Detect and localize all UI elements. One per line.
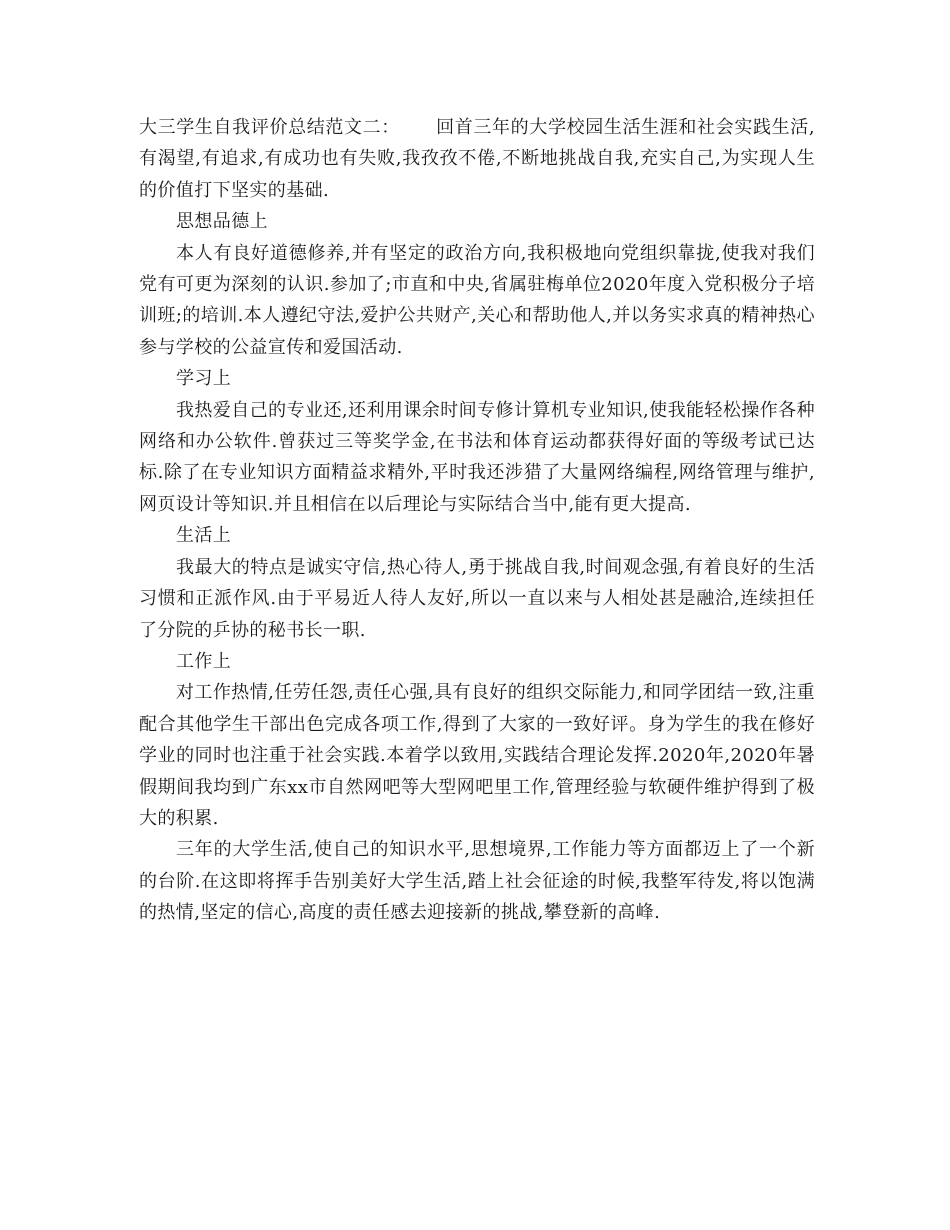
document-page bbox=[139, 112, 815, 929]
section-body-study: 我热爱自己的专业还,还利用课余时间专修计算机专业知识,使我能轻松操作各种网络和办公软件.曾获过三等奖学金,在书法和体育运动都获得好面的等级考试已达标.除了在专业知识方面精益求精外,平时我还涉猎了大量网络编程,网络管理与维护,网页设计等知识.并且相信在以后理论与实际结合当中,能有更大提高. bbox=[139, 399, 815, 515]
section-body-life: 我最大的特点是诚实守信,热心待人,勇于挑战自我,时间观念强,有着良好的生活习惯和正派作风.由于平易近人待人友好,所以一直以来与人相处甚是融洽,连续担任了分院的乒协的秘书长一职. bbox=[139, 556, 815, 641]
section-body-ideology: 本人有良好道德修养,并有坚定的政治方向,我积极地向党组织靠拢,使我对我们党有可更为深刻的认识.参加了;市直和中央,省属驻梅单位2020年度入党积极分子培训班;的培训.本人遵纪守法,爱护公共财产,关心和帮助他人,并以务实求真的精神热心参与学校的公益宣传和爱国活动. bbox=[139, 242, 815, 358]
intro-paragraph bbox=[139, 112, 815, 206]
closing-paragraph: 三年的大学生活,使自己的知识水平,思想境界,工作能力等方面都迈上了一个新的台阶.在这即将挥手告别美好大学生活,踏上社会征途的时候,我整军待发,将以饱满的热情,坚定的信心,高度的责任感去迎接新的挑战,攀登新的高峰. bbox=[139, 839, 815, 924]
document-title: 大三学生自我评价总结范文二： bbox=[139, 117, 400, 138]
intro-text: 回首三年的大学校园生活生涯和社会实践生活,有渴望,有追求,有成功也有失败,我孜孜不倦,不断地挑战自我,充实自己,为实现人生的价值打下坚实的基础. bbox=[139, 117, 815, 201]
section-heading-work: 工作上 bbox=[176, 650, 232, 672]
section-heading-ideology: 思想品德上 bbox=[176, 211, 268, 233]
section-heading-study: 学习上 bbox=[176, 368, 232, 390]
section-body-work: 对工作热情,任劳任怨,责任心强,具有良好的组织交际能力,和同学团结一致,注重配合其他学生干部出色完成各项工作,得到了大家的一致好评。身为学生的我在修好学业的同时也注重于社会实践.本着学以致用,实践结合理论发挥.2020年,2020年暑假期间我均到广东xx市自然网吧等大型网吧里工作,管理经验与软硬件维护得到了极大的积累. bbox=[139, 682, 815, 829]
section-heading-life: 生活上 bbox=[176, 525, 232, 547]
